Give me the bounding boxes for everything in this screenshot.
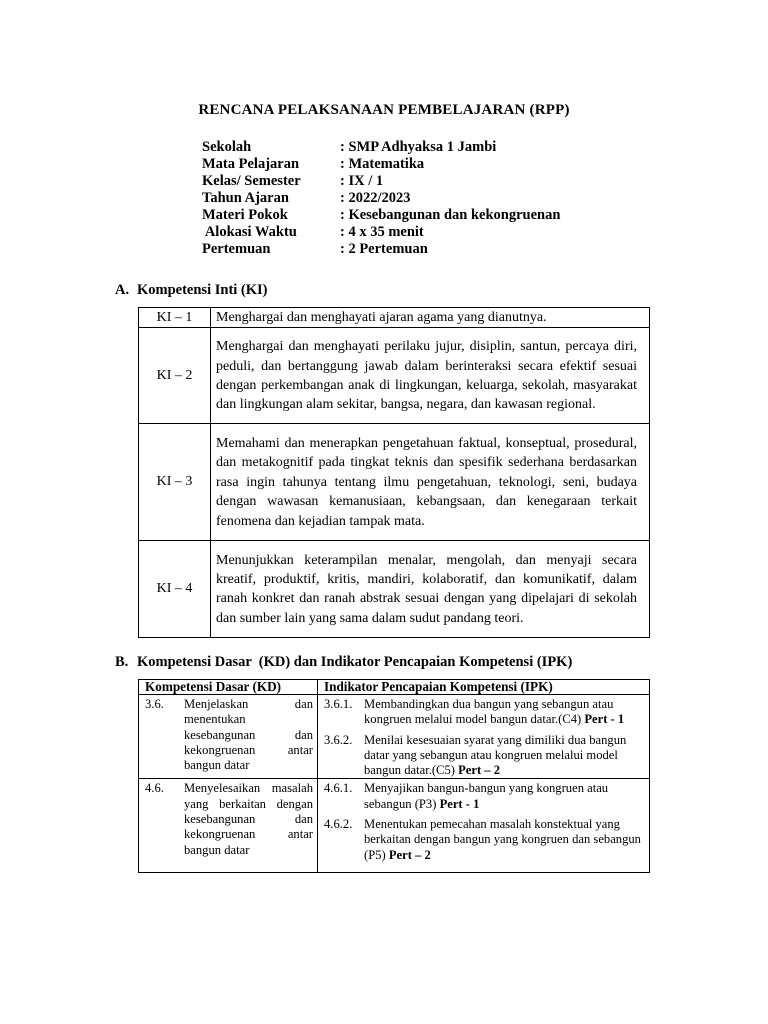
identity-key: Materi Pokok <box>202 207 288 223</box>
kd-number: 4.6. <box>145 781 164 796</box>
section-letter: A. <box>115 282 130 298</box>
ipk-description: Menyajikan bangun-bangun yang kongruen atau sebangun (P3) <box>364 781 609 811</box>
kd-text: Menjelaskan dan menentukan kesebangunan dan kekongruenan antar bangun datar <box>184 697 313 773</box>
identity-row-tahun <box>202 190 560 207</box>
identity-value: : Matematika <box>340 156 425 172</box>
ipk-meeting-label: Pert - 1 <box>584 712 625 727</box>
ipk-item <box>324 733 645 779</box>
identity-value: : IX / 1 <box>340 173 384 189</box>
kd-number: 3.6. <box>145 697 164 711</box>
ipk-meeting-label: Pert – 2 <box>388 847 431 862</box>
identity-row-pertemuan <box>202 241 560 258</box>
ki-row <box>139 328 650 424</box>
ipk-meeting-label: Pert – 2 <box>458 763 501 778</box>
ipk-number: 4.6.1. <box>324 781 353 796</box>
identity-row-materi <box>202 207 560 224</box>
identity-row-mapel <box>202 156 560 173</box>
document-title: RENCANA PELAKSANAAN PEMBELAJARAN (RPP) <box>198 102 570 118</box>
ipk-meeting-label: Pert - 1 <box>439 796 480 811</box>
kd-cell <box>139 695 318 779</box>
ki-table <box>138 307 650 638</box>
ipk-item <box>324 781 645 812</box>
identity-key: Sekolah <box>202 139 252 155</box>
section-title: Kompetensi Dasar (KD) dan Indikator Pencapaian Kompetensi (IPK) <box>137 654 573 670</box>
ki-description: Menghargai dan menghayati perilaku jujur, disiplin, santun, percaya diri, peduli, dan bertanggung jawab dalam berinteraksi secara efektif sesuai dengan perkembangan anak di lingkungan, keluarga, sekolah, masyarakat dan lingkungan alam sekitar, bangsa, negara, dan kawasan regional. <box>211 328 650 424</box>
ki-code: KI – 1 <box>139 308 211 328</box>
ipk-text <box>364 697 645 728</box>
section-a-heading <box>115 282 268 299</box>
kd-text: Menyelesaikan masalah yang berkaitan dengan kesebangunan dan kekongruenan antar bangun datar <box>184 781 313 857</box>
identity-key: Kelas/ Semester <box>202 173 301 189</box>
ipk-item <box>324 697 645 728</box>
identity-key: Pertemuan <box>202 241 271 257</box>
ipk-text <box>364 781 645 812</box>
section-b-heading <box>115 654 572 671</box>
identity-key: Alokasi Waktu <box>202 224 297 240</box>
ipk-description: Membandingkan dua bangun yang sebangun atau kongruen melalui model bangun datar.(C4) <box>364 697 614 727</box>
kd-item <box>145 697 313 773</box>
kd-item <box>145 781 313 857</box>
ki-code: KI – 2 <box>139 328 211 424</box>
kd-cell <box>139 779 318 873</box>
ki-description: Menghargai dan menghayati ajaran agama yang dianutnya. <box>211 308 650 328</box>
identity-value: : 2022/2023 <box>340 190 411 206</box>
identity-key: Mata Pelajaran <box>202 156 300 172</box>
ki-row <box>139 308 650 328</box>
identity-block <box>202 139 560 258</box>
section-title: Kompetensi Inti (KI) <box>137 282 268 298</box>
identity-value: : SMP Adhyaksa 1 Jambi <box>340 139 497 155</box>
ipk-number: 3.6.2. <box>324 732 353 747</box>
ki-code: KI – 4 <box>139 541 211 638</box>
ipk-text <box>364 817 645 863</box>
ki-description: Memahami dan menerapkan pengetahuan faktual, konseptual, prosedural, dan metakognitif pada tingkat teknis dan spesifik sederhana berdasarkan rasa ingin tahunya tentang ilmu pengetahuan, teknologi, seni, budaya dengan wawasan kemanusiaan, kebangsaan, dan kenegaraan terkait fenomena dan kejadian tampak mata. <box>211 424 650 541</box>
identity-row-sekolah <box>202 139 560 156</box>
identity-row-kelas <box>202 173 560 190</box>
identity-value: : Kesebangunan dan kekongruenan <box>340 207 561 223</box>
ipk-description: Menilai kesesuaian syarat yang dimiliki dua bangun datar yang sebangun atau kongruen melalui model bangun datar.(C5) <box>364 732 627 778</box>
ki-row <box>139 424 650 541</box>
identity-value: : 2 Pertemuan <box>340 241 428 257</box>
kd-column-header: Kompetensi Dasar (KD) <box>139 680 318 695</box>
ipk-item <box>324 817 645 863</box>
ipk-cell <box>318 695 650 779</box>
ki-code: KI – 3 <box>139 424 211 541</box>
kd-ipk-table <box>138 679 650 873</box>
ipk-number: 4.6.2. <box>324 817 353 832</box>
ki-description: Menunjukkan keterampilan menalar, mengolah, dan menyaji secara kreatif, produktif, kritis, mandiri, kolaboratif, dan komunikatif, dalam ranah konkret dan ranah abstrak sesuai dengan yang dipelajari di sekolah dan sumber lain yang sama dalam sudut pandang teori. <box>211 541 650 638</box>
kd-row <box>139 779 650 873</box>
ipk-number: 3.6.1. <box>324 697 353 711</box>
ipk-description: Menentukan pemecahan masalah konstektual yang berkaitan dengan bangun yang kongruen dan sebangun (P5) <box>364 817 641 862</box>
ipk-cell <box>318 779 650 873</box>
kd-header-row <box>139 680 650 695</box>
kd-row <box>139 695 650 779</box>
identity-value: : 4 x 35 menit <box>340 224 424 240</box>
section-letter: B. <box>115 654 129 670</box>
identity-row-alokasi <box>202 224 560 241</box>
ki-row <box>139 541 650 638</box>
identity-key: Tahun Ajaran <box>202 190 289 206</box>
ipk-text <box>364 733 645 779</box>
ipk-column-header: Indikator Pencapaian Kompetensi (IPK) <box>318 680 650 695</box>
